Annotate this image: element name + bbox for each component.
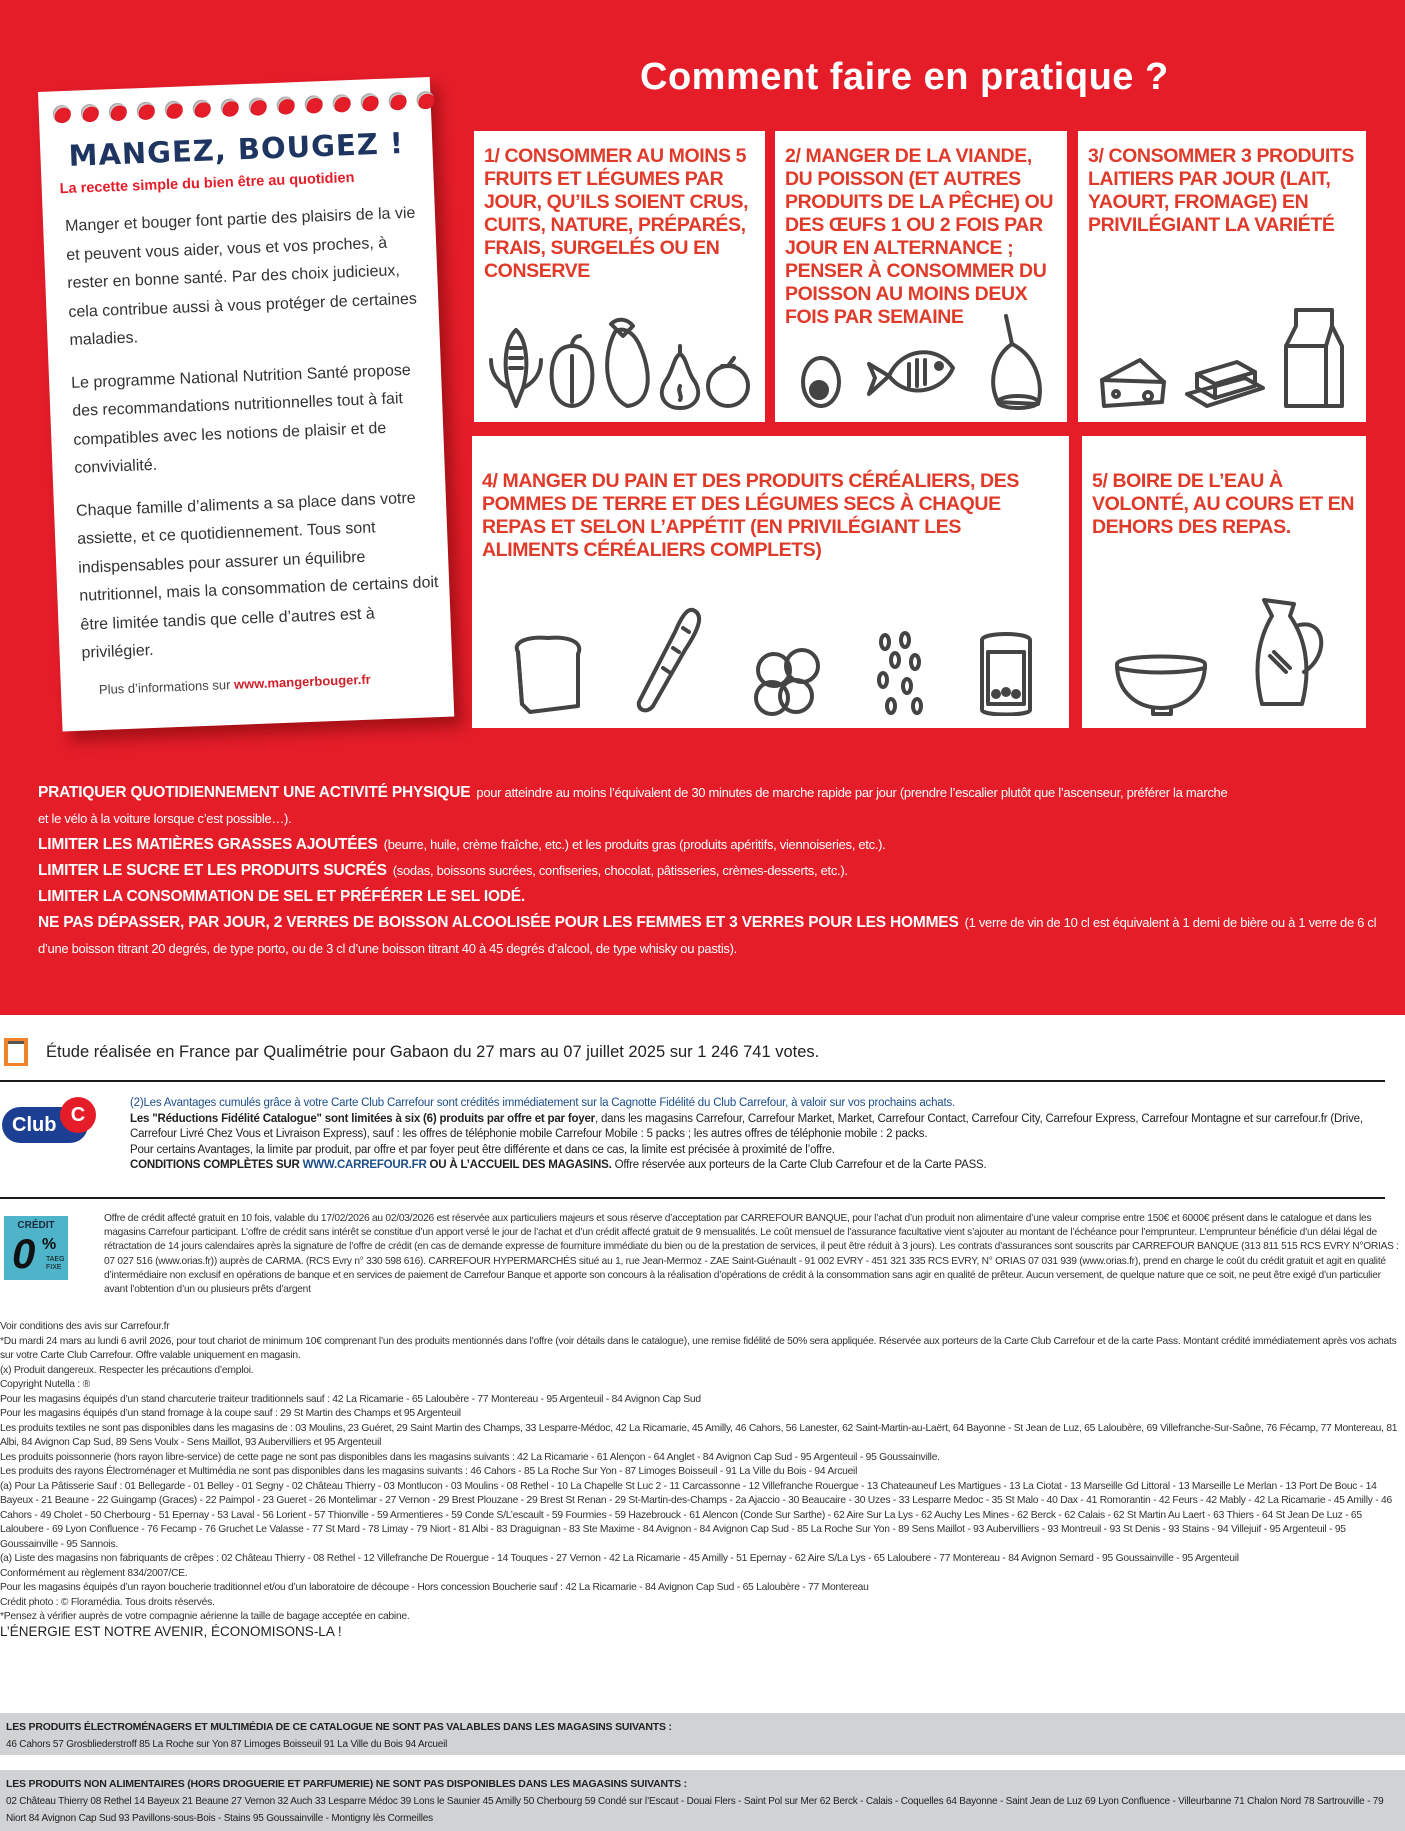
tip-water [1082,436,1366,728]
club-limit-rest: , dans les magasins Carrefour, Carrefour Market, Market, Carrefour Contact, Carrefour City, Carrefour Express, Carrefour Montagne et sur carrefour.fr (Drive, Carrefour Livré Chez Vous et Livraison Express), sauf : les offres de téléphonie mobile Carrefour Mobile : 5 packs ; les autres offres de téléphonie mobile : 2 packs. [130,1112,1363,1140]
advice-item-cont [38,806,1368,832]
divider [0,1197,1385,1199]
advice-item [38,832,1368,858]
club-line: Pour certains Avantages, la limite par produit, par offre et par foyer peut être différente et dans ce cas, la limite est précisée à proximité de l’offre. [130,1143,835,1156]
ring-icon [276,96,295,115]
legal-line: *Pensez à vérifier auprès de votre compagnie aérienne la taille de bagage acceptée en cabine. [0,1611,410,1622]
club-conditions-bold: CONDITIONS COMPLÈTES SUR [130,1159,303,1171]
tip-icons [1094,596,1354,716]
notice-title: LES PRODUITS ÉLECTROMÉNAGERS ET MULTIMÉDIA DE CE CATALOGUE NE SONT PAS VALABLES DANS LES MAGASINS SUIVANTS : [6,1721,672,1733]
club-carrefour-section [0,1093,1405,1183]
tip-fruits-vegetables [474,131,765,422]
pepper-icon [546,332,598,410]
fish-icon [865,338,959,410]
legal-line: Conformément au règlement 834/2007/CE. [0,1567,188,1579]
tip-icons [484,606,1057,716]
club-line [130,1112,1400,1143]
carrefour-link[interactable]: WWW.CARREFOUR.FR [302,1159,427,1171]
legal-line: (x) Produit dangereux. Respecter les précautions d’emploi. [0,1364,254,1376]
tip-bread-cereals [472,436,1069,728]
card-subtitle: La recette simple du bien être au quotidien [59,169,355,198]
legal-line: Les produits poissonnerie (hors rayon libre-service) de cette page ne sont pas disponibles dans les magasins suivants : 42 La Ricamarie - 61 Alençon - 64 Anglet - 84 Avignon Cap Sud - 95 Argenteuil - 95 Goussainville. [0,1451,940,1463]
card-title: MANGEZ, BOUGEZ ! [68,125,405,173]
survey-document-icon [4,1038,28,1066]
page-title: Comment faire en pratique ? [640,56,1169,98]
tip-text: 5/ BOIRE DE L’EAU À VOLONTÉ, AU COURS ET EN DEHORS DES REPAS. [1092,470,1355,538]
tip-icons [486,314,753,410]
club-carrefour-logo [2,1097,94,1149]
advice-item [38,858,1368,884]
tip-icons [787,312,1055,410]
legal-line: (a) Pour La Pâtisserie Sauf : 01 Bellegarde - 01 Belley - 01 Segny - 02 Château Thierry - 03 Montlucon - 03 Moulins - 08 Rethel - 10 La Chapelle St Luc 2 - 11 Carcassonne - 12 Villefranche Rouergue - 13 Chateauneuf Les Martigues - 13 La Ciotat - 13 Marseille Gd Littoral - 13 Marseille Le Merlan - 13 Port De Bouc - 14 Bayeux - 21 Beaune - 22 Guingamp (Graces) - 22 Paimpol - 23 Gueret - 26 Montelimar - 27 Vernon - 29 Brest Plouzane - 29 Brest St Renan - 29 St-Martin-des-Champs - 2a Ajaccio - 30 Beaucaire - 30 Uzes - 33 Lesparre Medoc - 35 St Malo - 40 Dax - 41 Romorantin - 42 Feurs - 42 Mably - 42 La Ricamarie - 45 Amilly - 46 Cahors - 49 Cholet - 50 Cherbourg - 51 Epernay - 53 Laval - 56 Lorient - 57 Thionville - 59 Armentieres - 59 Conde S/L’escault - 59 Fourmies - 59 Hazebrouck - 61 Alencon (Conde Sur Sarthe) - 62 Aire Sur La Lys - 62 Auchy Les Mines - 62 Berck - 62 Calais - 62 St Martin Au Laert - 63 Thiers - 64 St Jean De Luz - 65 Laloubere - 69 Lyon Confluence - 76 Fecamp - 76 Gruchet Le Valasse - 77 St Mard - 78 Limay - 79 Niort - 81 Albi - 83 Draguignan - 83 Ste Maxime - 84 Avignon - 84 Avignon Cap Sud - 85 La Roche Sur Yon - 89 Sens Maillot - 93 Aubervilliers - 93 Montreuil - 93 St Denis - 93 Stains - 94 Villejuif - 95 Argenteuil - 95 Goussainville - 95 Sannois. [0,1480,1393,1550]
divider [0,1080,1385,1082]
tip-meat-fish-eggs [775,131,1067,422]
tip-text: 1/ CONSOMMER AU MOINS 5 FRUITS ET LÉGUMES PAR JOUR, QU’ILS SOIENT CRUS, CUITS, NATURE, PRÉPARÉS, FRAIS, SURGELÉS OU EN CONSERVE [484,145,749,282]
advice-detail: d’une boisson titrant 20 degrés, de type porto, ou de 3 cl d’une boisson titrant 40 à 45 degrés d’alcool, de type whisky ou pastis). [38,941,737,956]
milk-carton-icon [1282,306,1346,410]
legal-line: (a) Liste des magasins non fabriquants de crêpes : 02 Château Thierry - 08 Rethel - 12 Villefranche De Rouergue - 14 Touques - 27 Vernon - 42 La Ricamarie - 45 Amilly - 51 Epernay - 62 Aire S/La Lys - 65 Laloubere - 77 Montereau - 84 Avignon Semard - 95 Goussainville - 95 Argenteuil [0,1553,1239,1564]
advice-item [38,884,1368,910]
advice-list [38,780,1377,962]
club-line: (2)Les Avantages cumulés grâce à votre Carte Club Carrefour sont crédités immédiatement sur la Cagnotte Fidélité du Club Carrefour, à valoir sur vos prochains achats. [130,1097,956,1109]
legal-line: Les produits des rayons Électroménager et Multimédia ne sont pas disponibles dans les magasins suivants : 46 Cahors - 85 La Roche Sur Yon - 87 Limoges Boisseuil - 91 La Ville du Bois - 94 Arcueil [0,1466,858,1477]
card-paragraph: Le programme National Nutrition Santé propose des recommandations nutritionnelles tout à fait compatibles avec les notions de plaisir et de convivialité. [70,361,412,477]
badge-label: CRÉDIT [17,1220,55,1231]
card-paragraph: Chaque famille d’aliments a sa place dans votre assiette, et ce quotidiennement. Tous sont indispensables pour assurer un équilibre nutritionnel, mais la consommation de certains doit être limitée tandis que celle d’autres est à privilégier. [75,489,439,662]
legal-line: *Du mardi 24 mars au lundi 6 avril 2026, pour tout chariot de minimum 10€ comprenant l’un des produits mentionnés dans l’offre (voir détails dans le catalogue), une remise fidélité de 50% sera appliquée. Réservée aux porteurs de la Carte Club Carrefour et de la carte Pass. Montant crédité immédiatement après vos achats sur votre Carte Club Carrefour. Offre valable uniquement en magasin. [0,1335,1397,1361]
butter-icon [1183,354,1267,410]
club-conditions-rest: Offre réservée aux porteurs de la Carte Club Carrefour et de la Carte PASS. [611,1159,987,1171]
card-paragraph: Manger et bouger font partie des plaisirs de la vie et peuvent vous aider, vous et vos proches, à rester en bonne santé. Par des choix judicieux, cela contribue aussi à vous protéger de certaines maladies. [64,204,418,349]
legal-line: Les produits textiles ne sont pas disponibles dans les magasins de : 03 Moulins, 23 Guéret, 29 Saint Martin des Champs, 33 Lesparre-Médoc, 42 La Ricamarie, 45 Amilly, 46 Cahors, 56 Lanester, 62 Saint-Martin-au-Laërt, 64 Bayonne - St Jean de Luz, 65 Laloubère, 69 Villefranche-Sur-Saône, 76 Fécamp, 77 Montereau, 81 Albi, 84 Avignon Cap Sud, 89 Sens Voulx - Sens Maillot, 93 Aubervilliers et 95 Argenteuil [0,1422,1398,1448]
advice-detail: et le vélo à la voiture lorsque c’est possible…). [38,811,292,826]
legal-line: Copyright Nutella : ® [0,1379,90,1390]
jug-icon [1246,596,1336,716]
ring-icon [416,91,435,110]
study-notice [0,1030,1405,1074]
bread-loaf-icon [508,632,588,716]
notice-stores: 02 Château Thierry 08 Rethel 14 Bayeux 21 Beaune 27 Vernon 32 Auch 33 Lesparre Médoc 39 Lons le Saunier 45 Amilly 50 Cherbourg 59 Condé sur l’Escaut - Douai Flers - Saint Pol sur Mer 62 Berck - Calais - Coquelles 64 Bayonne - Saint Jean de Luz 69 Lyon Confluence - Villeurbanne 71 Chalon Nord 78 Sartrouville - 79 Niort 84 Avignon Cap Sud 93 Pavillons-sous-Bois - Stains 95 Goussainville - Montigny lès Cormeilles [6,1796,1384,1824]
badge-zero: 0 [12,1230,36,1277]
ring-icon [192,99,211,118]
spiral-binding [53,91,435,124]
ring-icon [108,103,127,122]
advice-heading: LIMITER LE SUCRE ET LES PRODUITS SUCRÉS [38,862,387,879]
club-limit-bold: Les "Réductions Fidélité Catalogue" sont limitées à six (6) produits par offre et par foyer [130,1112,595,1125]
notice-title: LES PRODUITS NON ALIMENTAIRES (HORS DROGUERIE ET PARFUMERIE) NE SONT PAS DISPONIBLES DANS LES MAGASINS SUIVANTS : [6,1778,687,1790]
bowl-icon [1113,644,1209,716]
potatoes-icon [752,640,824,716]
advice-heading: LIMITER LES MATIÈRES GRASSES AJOUTÉES [38,836,378,853]
pear-icon [657,344,703,410]
ring-icon [136,102,155,121]
club-logo-text: Club [2,1107,88,1143]
ring-icon [248,97,267,116]
ring-icon [304,95,323,114]
electro-exclusion-notice [0,1713,1405,1755]
ring-icon [388,92,407,111]
advice-detail: (sodas, boissons sucrées, confiseries, chocolat, pâtisseries, crèmes-desserts, etc.). [392,863,848,878]
advice-item-cont [38,936,1368,962]
tomato-icon [704,354,752,410]
advice-detail: pour atteindre au moins l’équivalent de 30 minutes de marche rapide par jour (prendre l’escalier plutôt que l’ascenseur, préférer la marche [476,785,1228,800]
advice-item [38,910,1377,936]
advice-item [38,780,1368,806]
corn-icon [487,326,545,410]
carrefour-logo-icon: C [60,1097,96,1133]
ring-icon [81,104,100,123]
credit-offer-section [0,1208,1405,1328]
advice-heading: NE PAS DÉPASSER, PAR JOUR, 2 VERRES DE BOISSON ALCOOLISÉE POUR LES FEMMES ET 3 VERRES POUR LES HOMMES [38,914,959,931]
badge-taeg: TAEG FIXE [46,1256,65,1271]
mangerbouger-link[interactable]: www.mangerbouger.fr [233,671,371,692]
study-text: Étude réalisée en France par Qualimétrie pour Gabaon du 27 mars au 07 juillet 2025 sur 1 246 741 votes. [46,1042,820,1061]
card-body [65,199,443,682]
beans-icon [871,630,931,716]
legal-line: Pour les magasins équipés d’un stand fromage à la coupe sauf : 29 St Martin des Champs et 95 Argenteuil [0,1408,461,1419]
legal-line: Pour les magasins équipés d’un rayon boucherie traditionnel et/ou d’un laboratoire de découpe - Hors concession Boucherie sauf : 42 La Ricamarie - 84 Avignon Cap Sud - 65 Laloubère - 77 Montereau [0,1582,869,1593]
cereal-box-icon [978,630,1034,716]
more-info-label: Plus d’informations sur [98,676,235,698]
tip-text: 4/ MANGER DU PAIN ET DES PRODUITS CÉRÉALIERS, DES POMMES DE TERRE ET DES LÉGUMES SECS À CHAQUE REPAS ET SELON L’APPÉTIT (EN PRIVILÉGIANT LES ALIMENTS CÉRÉALIERS COMPLETS) [482,470,1019,561]
mangez-bougez-card [38,77,454,732]
advice-heading: PRATIQUER QUOTIDIENNEMENT UNE ACTIVITÉ PHYSIQUE [38,784,471,801]
notice-stores: 46 Cahors 57 Grosbliederstroff 85 La Roche sur Yon 87 Limoges Boisseuil 91 La Ville du Bois 94 Arcueil [6,1739,448,1750]
ring-icon [332,94,351,113]
energy-slogan: L’ÉNERGIE EST NOTRE AVENIR, ÉCONOMISONS-LA ! [0,1623,342,1639]
ring-icon [164,100,183,119]
advice-detail: (1 verre de vin de 10 cl est équivalent à 1 demi de bière ou à 1 verre de 6 cl [964,915,1377,930]
baguette-icon [635,606,705,716]
tip-text: 2/ MANGER DE LA VIANDE, DU POISSON (ET AUTRES PRODUITS DE LA PÊCHE) OU DES ŒUFS 1 OU 2 FOIS PAR JOUR EN ALTERNANCE ; PENSER À CONSOMMER DU POISSON AU MOINS DEUX FOIS PAR SEMAINE [785,145,1054,328]
cheese-icon [1098,354,1168,410]
ring-icon [360,93,379,112]
club-conditions [130,1096,1400,1174]
club-line [130,1158,1400,1174]
legal-line: Voir conditions des avis sur Carrefour.fr [0,1321,170,1332]
non-food-exclusion-notice [0,1770,1405,1831]
ham-icon [980,312,1044,410]
egg-icon [798,354,844,410]
tip-icons [1090,306,1354,410]
ring-icon [220,98,239,117]
credit-text: Offre de crédit affecté gratuit en 10 fois, valable du 17/02/2026 au 02/03/2026 est réservée aux particuliers majeurs et sous réserve d’acceptation par CARREFOUR BANQUE, pour l’achat d’un produit non alimentaire d’une valeur comprise entre 150€ et 6000€ présent dans le catalogue et dans les magasins Carrefour participant. L’offre de crédit sans intérêt se constitue d’un apport versé le jour de l’achat et d’un crédit affecté gratuit de 9 mensualités. Le coût mensuel de l’assurance facultative vient s’ajouter au montant de l’échéance pour l’emprunteur. L’emprunteur bénéficie d’un délai légal de rétractation de 14 jours calendaires après la signature de l’offre de crédit (en cas de demande expresse de fourniture immédiate du bien ou de la prestation de services, il peut être réduit à 3 jours). Les contrats d’assurances sont souscrits par CARREFOUR BANQUE (313 811 515 RCS EVRY N°ORIAS : 07 027 516 (www.orias.fr)) auprès de CARMA. (RCS Evry n° 330 598 616). CARREFOUR HYPERMARCHÉS situé au 1, rue Jean-Mermoz - ZAE Saint-Guénault - 91 002 EVRY - 451 321 335 RCS EVRY, N° ORIAS 07 031 939 (www.orias.fr), prend en charge le coût du crédit gratuit et agit en qualité d’intermédiaire non exclusif en opérations de banque et en services de paiement de Carrefour Banque et apporte son concours à la réalisation d’opérations de crédit à la consommation sans agir en qualité de prêteur. Aucun versement, de quelque nature que ce soit, ne peut être exigé d’un particulier avant l’obtention d’un ou plusieurs prêts d’argent [104,1213,1399,1296]
eggplant-icon [599,314,655,410]
advice-detail: (beurre, huile, crème fraîche, etc.) et les produits gras (produits apéritifs, viennoiseries, etc.). [383,837,886,852]
advice-heading: LIMITER LA CONSOMMATION DE SEL ET PRÉFÉRER LE SEL IODÉ. [38,888,526,905]
legal-line: Crédit photo : © Floramédia. Tous droits réservés. [0,1596,215,1608]
badge-percent: % [42,1236,57,1253]
tip-dairy [1078,131,1366,422]
ring-icon [53,105,72,124]
legal-line: Pour les magasins équipés d’un stand charcuterie traiteur traditionnels sauf : 42 La Ricamarie - 65 Laloubère - 77 Montereau - 95 Argenteuil - 84 Avignon Cap Sud [0,1393,701,1405]
credit-0-percent-badge [4,1216,68,1280]
tip-text: 3/ CONSOMMER 3 PRODUITS LAITIERS PAR JOUR (LAIT, YAOURT, FROMAGE) EN PRIVILÉGIANT LA VARIÉTÉ [1088,145,1354,236]
legal-notes [0,1320,1405,1639]
club-conditions-bold: OU À L’ACCUEIL DES MAGASINS. [426,1159,612,1171]
